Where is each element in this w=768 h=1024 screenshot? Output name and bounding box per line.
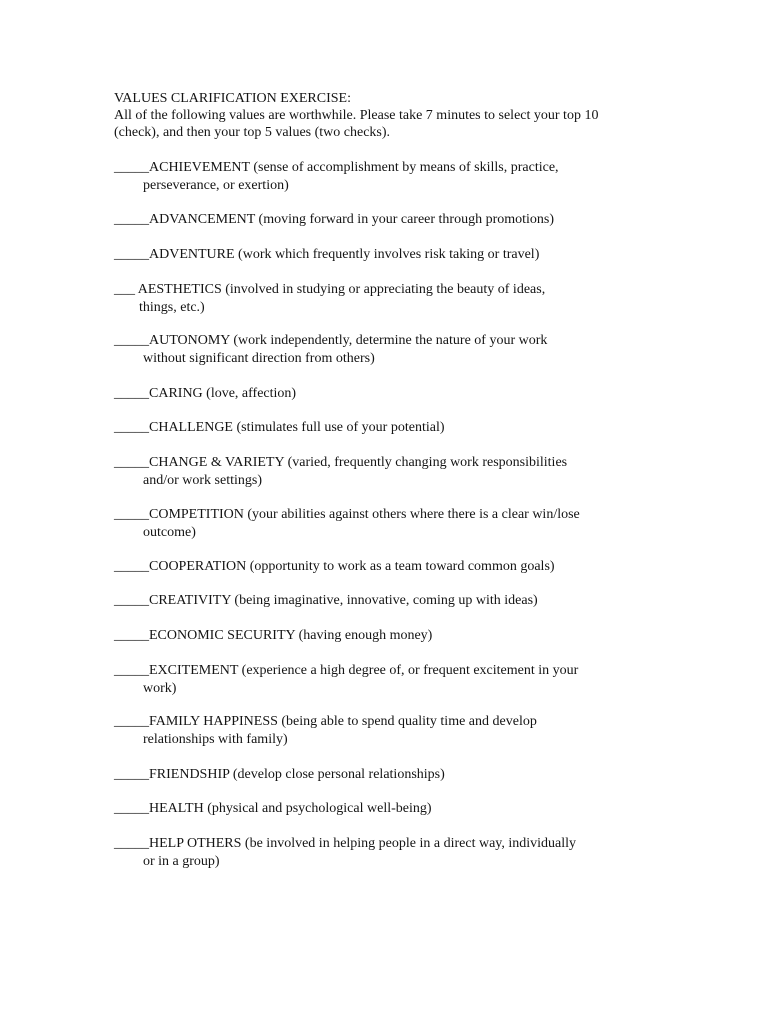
page-title: VALUES CLARIFICATION EXERCISE: [114, 91, 351, 106]
value-item-text: ___ AESTHETICS (involved in studying or appreciating the beauty of ideas, [114, 282, 546, 297]
value-item-text: _____COMPETITION (your abilities against others where there is a clear win/lose [114, 507, 580, 522]
value-item-text: _____HELP OTHERS (be involved in helping people in a direct way, individually [114, 836, 577, 851]
value-item-text: _____ECONOMIC SECURITY (having enough money) [114, 628, 433, 643]
value-item-health [114, 800, 614, 818]
value-item-continuation: work) [143, 680, 177, 696]
value-item-autonomy [114, 332, 614, 367]
value-item-economic-security [114, 627, 614, 645]
value-item-continuation: without significant direction from others) [143, 350, 375, 366]
value-item-text: _____AUTONOMY (work independently, determine the nature of your work [114, 333, 548, 348]
value-item-creativity [114, 592, 614, 610]
value-item-continuation: relationships with family) [143, 731, 288, 747]
value-item-excitement [114, 662, 614, 697]
value-item-text: _____FRIENDSHIP (develop close personal relationships) [114, 767, 445, 782]
value-item-change-variety [114, 454, 614, 489]
value-item-help-others [114, 835, 614, 870]
value-item-competition [114, 506, 614, 541]
value-item-text: _____CARING (love, affection) [114, 386, 297, 401]
value-item-cooperation [114, 558, 614, 576]
value-item-continuation: or in a group) [143, 853, 220, 869]
value-item-continuation: and/or work settings) [143, 472, 262, 488]
value-item-continuation: outcome) [143, 524, 196, 540]
value-item-text: _____CHANGE & VARIETY (varied, frequently changing work responsibilities [114, 455, 568, 470]
value-item-text: _____ADVENTURE (work which frequently involves risk taking or travel) [114, 247, 540, 262]
value-item-caring [114, 385, 614, 403]
value-item-text: _____HEALTH (physical and psychological well-being) [114, 801, 432, 816]
value-item-friendship [114, 766, 614, 784]
value-item-challenge [114, 419, 614, 437]
value-item-aesthetics [114, 281, 614, 316]
value-item-family-happiness [114, 713, 614, 748]
value-item-text: _____ADVANCEMENT (moving forward in your career through promotions) [114, 212, 555, 227]
value-item-text: _____ACHIEVEMENT (sense of accomplishment by means of skills, practice, [114, 160, 559, 175]
value-item-text: _____EXCITEMENT (experience a high degree of, or frequent excitement in your [114, 663, 579, 678]
document-header [114, 90, 614, 141]
value-item-achievement [114, 159, 614, 194]
value-item-continuation: things, etc.) [139, 299, 205, 315]
value-item-text: _____CREATIVITY (being imaginative, innovative, coming up with ideas) [114, 593, 538, 608]
intro-text: All of the following values are worthwhile. Please take 7 minutes to select your top 10 (check), and then your top 5 values (two checks). [114, 108, 599, 140]
value-item-continuation: perseverance, or exertion) [143, 177, 289, 193]
value-item-text: _____FAMILY HAPPINESS (being able to spend quality time and develop [114, 714, 537, 729]
value-item-text: _____COOPERATION (opportunity to work as a team toward common goals) [114, 559, 555, 574]
value-item-text: _____CHALLENGE (stimulates full use of your potential) [114, 420, 445, 435]
value-item-adventure [114, 246, 614, 264]
value-item-advancement [114, 211, 614, 229]
